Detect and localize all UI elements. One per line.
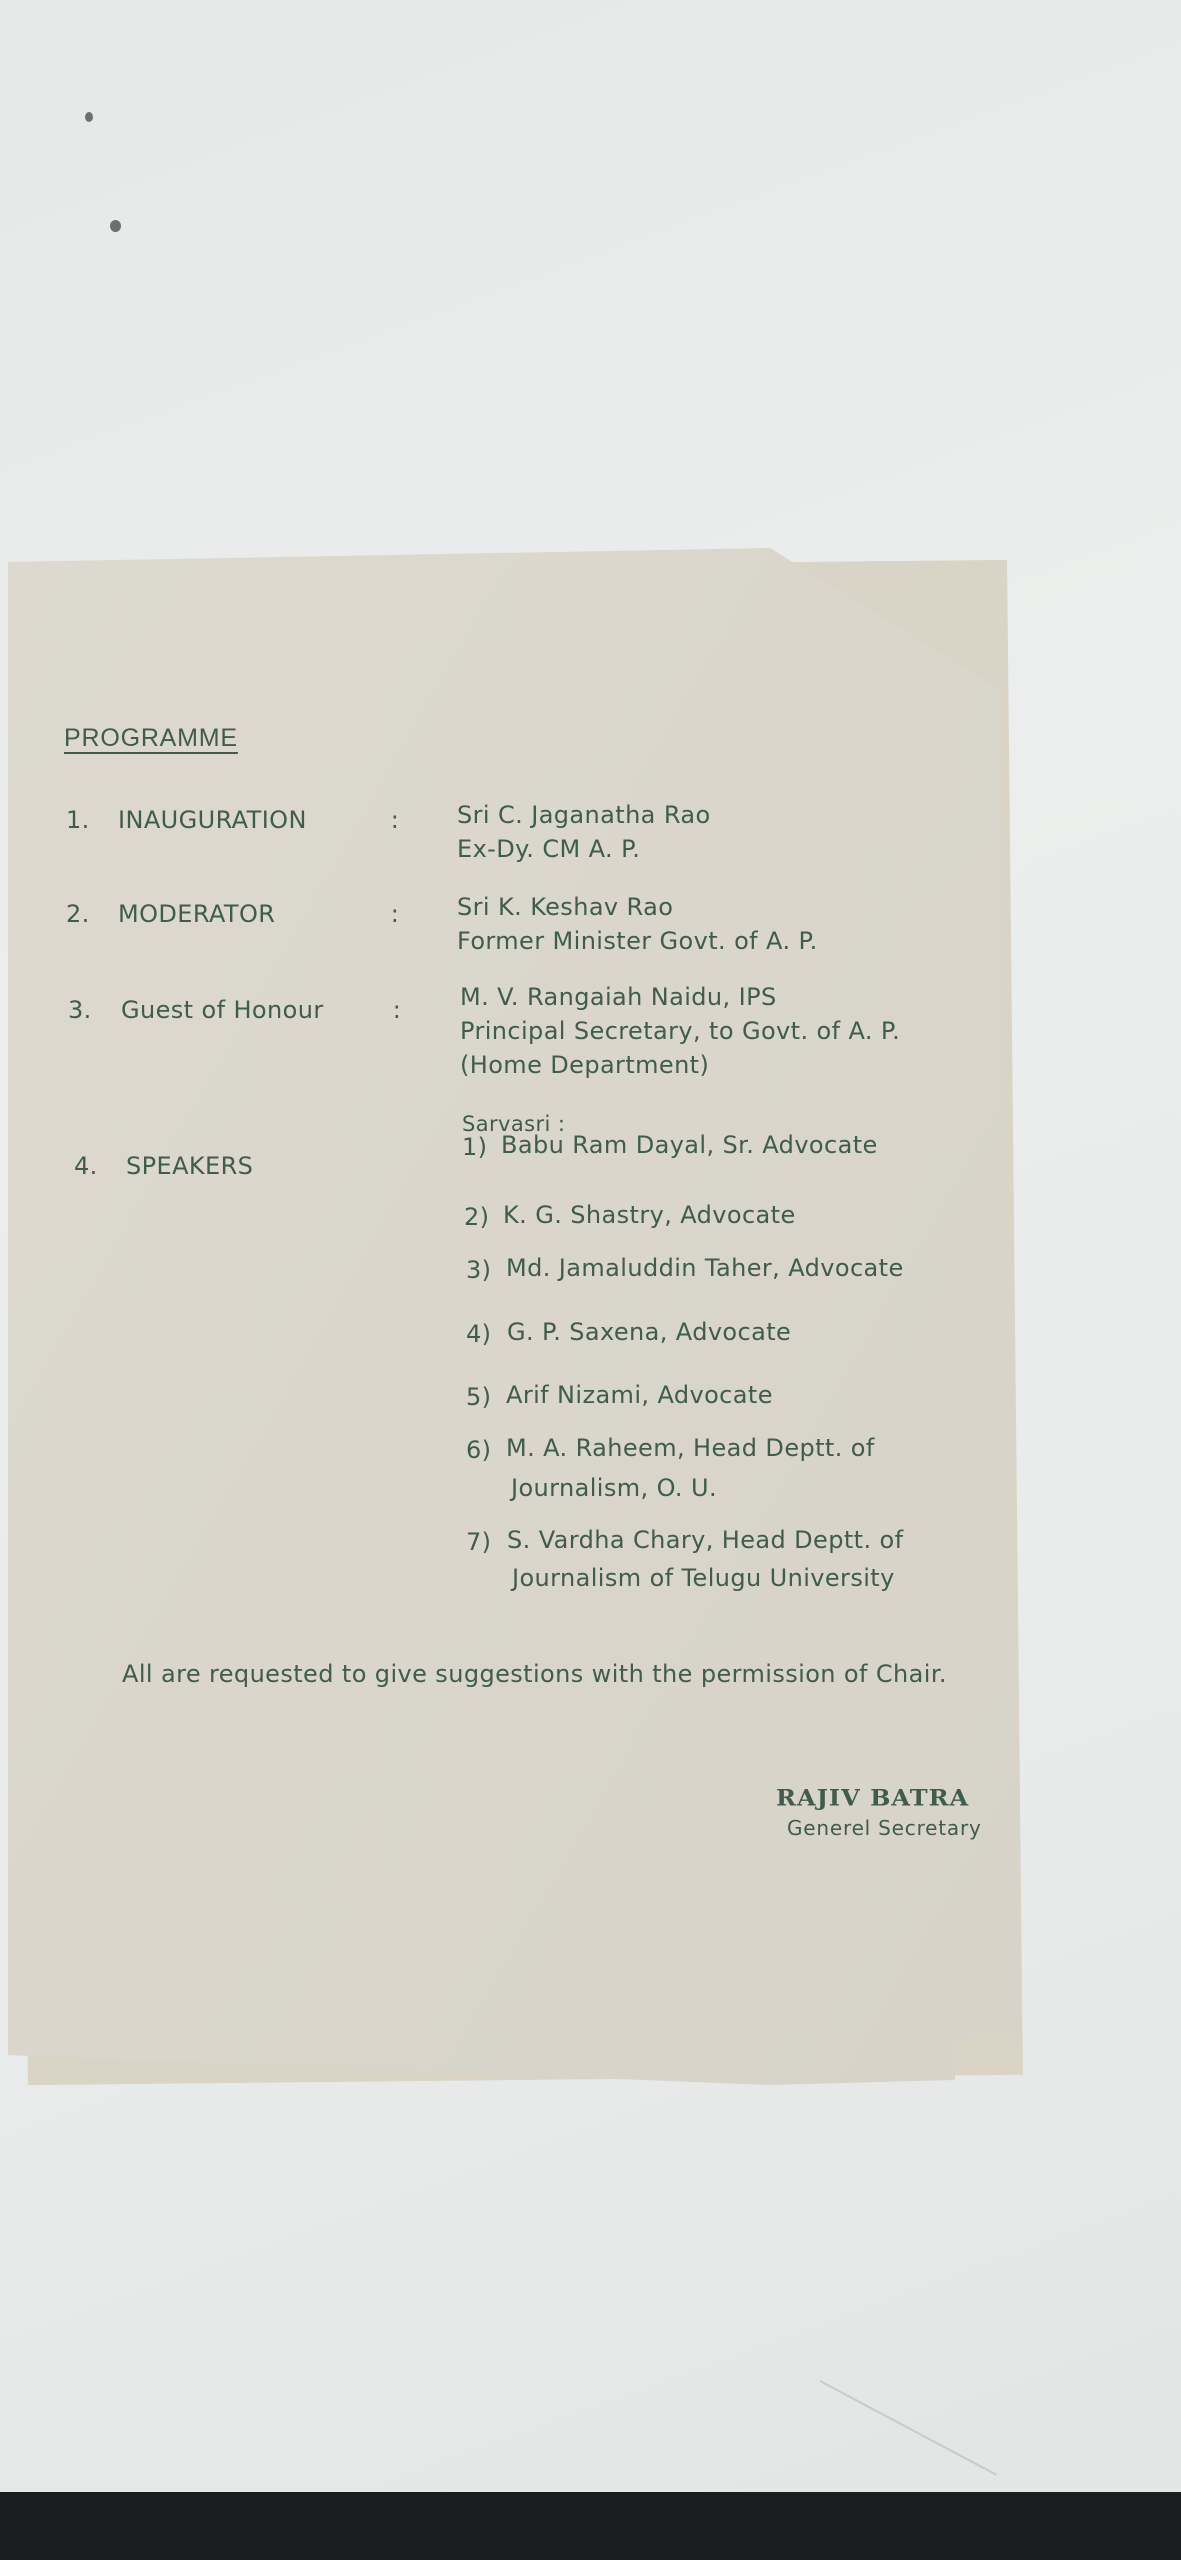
- speaker-line: Journalism, O. U.: [511, 1474, 717, 1502]
- item-detail-line: Former Minister Govt. of A. P.: [457, 927, 818, 955]
- item-detail-line: Sri K. Keshav Rao: [457, 893, 674, 921]
- speaker-label: 2): [464, 1203, 490, 1231]
- speaker-label: 7): [466, 1528, 492, 1556]
- speaker-line: S. Vardha Chary, Head Deptt. of: [507, 1526, 904, 1554]
- speaker-line: M. A. Raheem, Head Deptt. of: [506, 1434, 875, 1462]
- table-spot: [85, 112, 93, 122]
- speaker-label: 4): [466, 1320, 492, 1348]
- item-detail-line: Principal Secretary, to Govt. of A. P.: [460, 1017, 901, 1045]
- speaker-line: Arif Nizami, Advocate: [506, 1381, 773, 1409]
- speaker-label: 6): [466, 1436, 492, 1464]
- signatory-name: RAJIV BATRA: [776, 1783, 970, 1812]
- item-role: Guest of Honour: [121, 996, 324, 1024]
- item-number: 4.: [74, 1152, 98, 1180]
- footer-note: All are requested to give suggestions with the permission of Chair.: [122, 1660, 947, 1688]
- speaker-line: Md. Jamaluddin Taher, Advocate: [506, 1254, 904, 1282]
- speaker-line: Journalism of Telugu University: [512, 1564, 895, 1592]
- item-detail-line: Ex-Dy. CM A. P.: [457, 835, 641, 863]
- item-number: 1.: [66, 806, 90, 834]
- speaker-label: 1): [462, 1133, 488, 1161]
- speakers-prefix: Sarvasri :: [462, 1112, 566, 1136]
- surface-scratch: [820, 2380, 998, 2476]
- item-detail-line: M. V. Rangaiah Naidu, IPS: [460, 983, 777, 1011]
- item-role: SPEAKERS: [126, 1152, 254, 1180]
- speaker-label: 3): [466, 1256, 492, 1284]
- speaker-line: G. P. Saxena, Advocate: [507, 1318, 792, 1346]
- item-role: INAUGURATION: [118, 806, 307, 834]
- table-spot: [110, 220, 121, 232]
- item-number: 3.: [68, 996, 92, 1024]
- item-detail-line: Sri C. Jaganatha Rao: [457, 801, 711, 829]
- item-separator: :: [390, 900, 400, 928]
- item-separator: :: [390, 806, 400, 834]
- item-number: 2.: [66, 900, 90, 928]
- speaker-line: K. G. Shastry, Advocate: [503, 1201, 796, 1229]
- speaker-label: 5): [466, 1383, 492, 1411]
- item-detail-line: (Home Department): [460, 1051, 710, 1079]
- page-title: PROGRAMME: [64, 724, 238, 752]
- signatory-title: Generel Secretary: [787, 1816, 982, 1840]
- bottom-dark-strip: [0, 2492, 1181, 2560]
- item-separator: :: [392, 996, 402, 1024]
- speaker-line: Babu Ram Dayal, Sr. Advocate: [501, 1131, 878, 1159]
- item-role: MODERATOR: [118, 900, 276, 928]
